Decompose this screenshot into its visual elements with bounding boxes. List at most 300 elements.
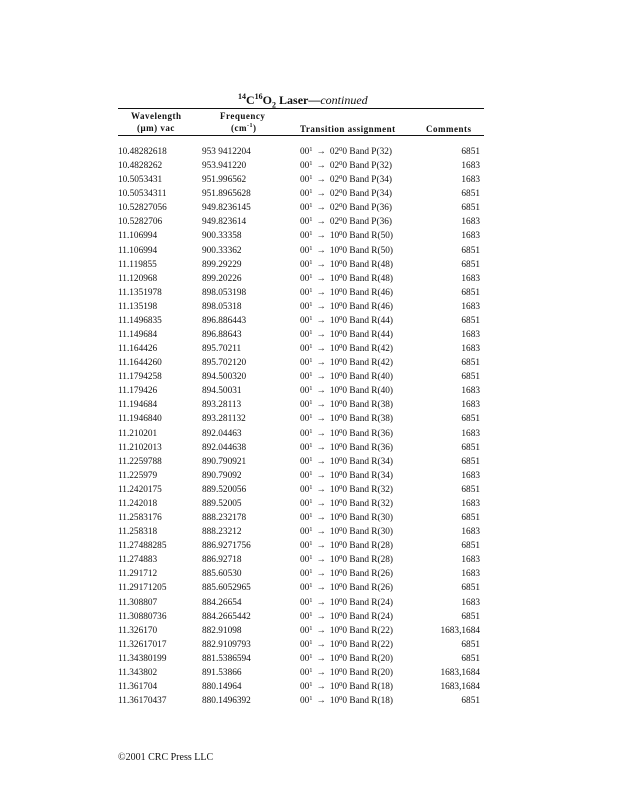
transition-base: 00 <box>300 400 310 411</box>
transition-mid: 10 <box>329 639 340 650</box>
transition-mid: 10 <box>329 625 340 636</box>
transition-band: 0 Band R(22) <box>342 625 394 636</box>
transition-cell <box>300 244 393 258</box>
transition-arrow: → <box>316 301 326 312</box>
transition-band: 0 Band P(32) <box>342 161 392 172</box>
table-row <box>118 258 484 272</box>
transition-arrow: → <box>316 442 326 453</box>
transition-band: 0 Band R(28) <box>342 541 394 552</box>
table-row <box>118 666 484 680</box>
transition-arrow: → <box>316 217 326 228</box>
wavelength-cell: 11.2259788 <box>118 456 162 467</box>
transition-lower-sup: 1 <box>309 230 313 238</box>
comments-cell: 6851 <box>461 653 480 664</box>
table-row <box>118 680 484 694</box>
transition-arrow: → <box>316 498 326 509</box>
frequency-cell: 953.941220 <box>202 161 247 172</box>
frequency-cell: 886.92718 <box>202 555 242 566</box>
transition-base: 00 <box>300 555 310 566</box>
title-continued: continued <box>320 93 368 107</box>
transition-upper-sup: 0 <box>339 230 343 238</box>
wavelength-cell: 11.106994 <box>118 245 158 256</box>
transition-mid: 02 <box>329 147 340 157</box>
transition-upper-sup: 0 <box>339 427 343 435</box>
transition-cell <box>300 567 393 581</box>
transition-base: 00 <box>300 203 310 214</box>
transition-band: 0 Band R(40) <box>342 386 394 397</box>
transition-cell <box>300 694 393 708</box>
frequency-cell: 885.60530 <box>202 569 242 580</box>
transition-cell <box>300 272 393 286</box>
transition-lower-sup: 1 <box>309 695 313 703</box>
frequency-cell: 891.53866 <box>202 667 242 678</box>
frequency-cell: 880.14964 <box>202 681 242 692</box>
comments-cell: 6851 <box>461 259 480 270</box>
transition-arrow: → <box>316 287 326 298</box>
transition-upper-sup: 0 <box>339 680 343 688</box>
transition-upper-sup: 0 <box>339 526 343 534</box>
transition-lower-sup: 1 <box>309 272 313 280</box>
transition-upper-sup: 0 <box>339 371 343 379</box>
comments-cell: 1683,1684 <box>440 681 480 692</box>
table-row <box>118 455 484 469</box>
transition-lower-sup: 1 <box>309 526 313 534</box>
transition-cell <box>300 427 393 441</box>
transition-mid: 10 <box>329 372 340 383</box>
transition-mid: 10 <box>329 527 340 538</box>
comments-cell: 6851 <box>461 456 480 467</box>
transition-band: 0 Band R(46) <box>342 301 394 312</box>
comments-cell: 1683 <box>461 470 480 481</box>
frequency-cell: 894.500320 <box>202 372 247 383</box>
transition-band: 0 Band R(32) <box>342 484 394 495</box>
transition-upper-sup: 0 <box>339 413 343 421</box>
transition-band: 0 Band R(34) <box>342 470 394 481</box>
transition-base: 00 <box>300 358 310 369</box>
transition-upper-sup: 0 <box>339 512 343 520</box>
frequency-cell: 949.823614 <box>202 217 247 228</box>
transition-mid: 10 <box>329 245 340 256</box>
wavelength-cell: 11.343802 <box>118 667 158 678</box>
transition-mid: 10 <box>329 428 340 439</box>
comments-cell: 1683 <box>461 161 480 172</box>
table-row <box>118 342 484 356</box>
transition-band: 0 Band P(36) <box>342 203 392 214</box>
transition-band: 0 Band R(20) <box>342 653 394 664</box>
transition-cell <box>300 624 393 638</box>
wavelength-cell: 11.2420175 <box>118 484 162 495</box>
transition-lower-sup: 1 <box>309 666 313 674</box>
transition-mid: 10 <box>329 358 340 369</box>
transition-band: 0 Band R(36) <box>342 442 394 453</box>
comments-cell: 1683 <box>461 330 480 341</box>
frequency-cell: 889.520056 <box>202 484 247 495</box>
table-row <box>118 356 484 370</box>
wavelength-cell: 11.135198 <box>118 301 158 312</box>
title-dash: — <box>308 93 321 107</box>
transition-arrow: → <box>316 203 326 214</box>
transition-cell <box>300 539 393 553</box>
transition-upper-sup: 0 <box>339 357 343 365</box>
transition-base: 00 <box>300 611 310 622</box>
transition-base: 00 <box>300 245 310 256</box>
transition-base: 00 <box>300 484 310 495</box>
transition-lower-sup: 1 <box>309 554 313 562</box>
transition-lower-sup: 1 <box>309 160 313 168</box>
transition-mid: 10 <box>329 231 340 242</box>
transition-cell <box>300 666 393 680</box>
transition-band: 0 Band R(40) <box>342 372 394 383</box>
transition-upper-sup: 0 <box>339 300 343 308</box>
wavelength-cell: 11.210201 <box>118 428 158 439</box>
table-row <box>118 229 484 243</box>
wavelength-cell: 10.5282706 <box>118 217 163 228</box>
transition-mid: 10 <box>329 583 340 594</box>
wavelength-cell: 10.52827056 <box>118 203 167 214</box>
transition-upper-sup: 0 <box>339 441 343 449</box>
transition-cell <box>300 483 393 497</box>
transition-base: 00 <box>300 625 310 636</box>
transition-cell <box>300 610 393 624</box>
transition-base: 00 <box>300 513 310 524</box>
comments-cell: 1683 <box>461 301 480 312</box>
wavelength-cell: 11.149684 <box>118 330 158 341</box>
transition-upper-sup: 0 <box>339 483 343 491</box>
transition-band: 0 Band P(34) <box>342 189 392 200</box>
comments-cell: 1683 <box>461 386 480 397</box>
frequency-cell: 951.8965628 <box>202 189 251 200</box>
transition-arrow: → <box>316 175 326 186</box>
table-row <box>118 201 484 215</box>
transition-mid: 10 <box>329 273 340 284</box>
transition-mid: 02 <box>329 189 340 200</box>
transition-band: 0 Band R(32) <box>342 498 394 509</box>
transition-mid: 02 <box>329 217 340 228</box>
table-row <box>118 525 484 539</box>
table-row <box>118 159 484 173</box>
transition-upper-sup: 0 <box>339 568 343 576</box>
transition-mid: 10 <box>329 442 340 453</box>
wavelength-cell: 10.50534311 <box>118 189 167 200</box>
frequency-cell: 880.1496392 <box>202 696 251 707</box>
transition-lower-sup: 1 <box>309 385 313 393</box>
transition-upper-sup: 0 <box>339 582 343 590</box>
transition-base: 00 <box>300 386 310 397</box>
frequency-cell: 888.232178 <box>202 513 247 524</box>
transition-lower-sup: 1 <box>309 329 313 337</box>
comments-cell: 1683 <box>461 555 480 566</box>
frequency-cell: 949.8236145 <box>202 203 251 214</box>
wavelength-cell: 11.326170 <box>118 625 158 636</box>
comments-cell: 6851 <box>461 541 480 552</box>
table-row <box>118 441 484 455</box>
transition-upper-sup: 0 <box>339 329 343 337</box>
header-comments: Comments <box>426 124 472 134</box>
transition-base: 00 <box>300 414 310 425</box>
transition-mid: 02 <box>329 175 340 186</box>
transition-arrow: → <box>316 569 326 580</box>
transition-mid: 10 <box>329 344 340 355</box>
transition-arrow: → <box>316 470 326 481</box>
transition-arrow: → <box>316 555 326 566</box>
frequency-cell: 896.886443 <box>202 315 247 326</box>
table-row <box>118 581 484 595</box>
table-row <box>118 145 484 159</box>
transition-band: 0 Band R(38) <box>342 400 394 411</box>
transition-base: 00 <box>300 498 310 509</box>
wavelength-cell: 11.164426 <box>118 344 158 355</box>
transition-base: 00 <box>300 231 310 242</box>
transition-mid: 10 <box>329 414 340 425</box>
transition-cell <box>300 173 392 187</box>
frequency-cell: 890.79092 <box>202 470 242 481</box>
transition-upper-sup: 0 <box>339 202 343 210</box>
transition-mid: 10 <box>329 386 340 397</box>
transition-band: 0 Band R(30) <box>342 513 394 524</box>
transition-mid: 10 <box>329 541 340 552</box>
transition-cell <box>300 652 393 666</box>
transition-lower-sup: 1 <box>309 357 313 365</box>
transition-mid: 10 <box>329 681 340 692</box>
transition-lower-sup: 1 <box>309 413 313 421</box>
table-row <box>118 427 484 441</box>
transition-upper-sup: 0 <box>339 258 343 266</box>
wavelength-cell: 11.27488285 <box>118 541 167 552</box>
comments-cell: 1683 <box>461 569 480 580</box>
transition-base: 00 <box>300 527 310 538</box>
transition-mid: 10 <box>329 569 340 580</box>
transition-arrow: → <box>316 541 326 552</box>
transition-lower-sup: 1 <box>309 441 313 449</box>
transition-arrow: → <box>316 189 326 200</box>
comments-cell: 1683 <box>461 273 480 284</box>
frequency-cell: 898.05318 <box>202 301 242 312</box>
transition-mid: 10 <box>329 259 340 270</box>
table-row <box>118 300 484 314</box>
transition-cell <box>300 314 393 328</box>
table-row <box>118 511 484 525</box>
comments-cell: 1683 <box>461 597 480 608</box>
title-count: 2 <box>272 100 277 110</box>
wavelength-cell: 11.194684 <box>118 400 158 411</box>
transition-lower-sup: 1 <box>309 652 313 660</box>
transition-lower-sup: 1 <box>309 638 313 646</box>
transition-upper-sup: 0 <box>339 497 343 505</box>
transition-upper-sup: 0 <box>339 216 343 224</box>
transition-upper-sup: 0 <box>339 540 343 548</box>
transition-upper-sup: 0 <box>339 455 343 463</box>
transition-upper-sup: 0 <box>339 638 343 646</box>
transition-upper-sup: 0 <box>339 666 343 674</box>
transition-base: 00 <box>300 442 310 453</box>
frequency-cell: 882.9109793 <box>202 639 251 650</box>
transition-mid: 10 <box>329 315 340 326</box>
copyright-footer: ©2001 CRC Press LLC <box>118 752 214 763</box>
transition-band: 0 Band R(20) <box>342 667 394 678</box>
transition-base: 00 <box>300 372 310 383</box>
transition-lower-sup: 1 <box>309 455 313 463</box>
table-row <box>118 272 484 286</box>
wavelength-cell: 11.1946840 <box>118 414 162 425</box>
transition-band: 0 Band R(50) <box>342 231 394 242</box>
transition-upper-sup: 0 <box>339 624 343 632</box>
frequency-cell: 900.33358 <box>202 231 242 242</box>
comments-cell: 1683 <box>461 428 480 439</box>
transition-band: 0 Band R(22) <box>342 639 394 650</box>
transition-cell <box>300 680 393 694</box>
table-row <box>118 187 484 201</box>
transition-cell <box>300 187 392 201</box>
comments-cell: 6851 <box>461 442 480 453</box>
header-wavelength-line2: (μm) vac <box>137 123 175 133</box>
transition-band: 0 Band R(42) <box>342 358 394 369</box>
transition-cell <box>300 229 393 243</box>
frequency-cell: 896.88643 <box>202 330 242 341</box>
transition-band: 0 Band R(26) <box>342 583 394 594</box>
transition-mid: 10 <box>329 555 340 566</box>
transition-cell <box>300 581 393 595</box>
transition-upper-sup: 0 <box>339 399 343 407</box>
transition-base: 00 <box>300 653 310 664</box>
table-row <box>118 652 484 666</box>
comments-cell: 1683 <box>461 527 480 538</box>
table-row <box>118 539 484 553</box>
title-laser: Laser <box>276 93 309 107</box>
comments-cell: 6851 <box>461 358 480 369</box>
transition-arrow: → <box>316 161 326 172</box>
header-wavelength-line1: Wavelength <box>131 111 182 121</box>
table-row <box>118 328 484 342</box>
transition-arrow: → <box>316 259 326 270</box>
wavelength-cell: 11.120968 <box>118 273 158 284</box>
transition-arrow: → <box>316 315 326 326</box>
transition-base: 00 <box>300 330 310 341</box>
transition-arrow: → <box>316 372 326 383</box>
transition-arrow: → <box>316 245 326 256</box>
transition-base: 00 <box>300 597 310 608</box>
transition-cell <box>300 159 392 173</box>
table-row <box>118 624 484 638</box>
table-row <box>118 215 484 229</box>
transition-band: 0 Band R(46) <box>342 287 394 298</box>
comments-cell: 6851 <box>461 203 480 214</box>
transition-upper-sup: 0 <box>339 272 343 280</box>
wavelength-cell: 11.225979 <box>118 470 158 481</box>
transition-band: 0 Band R(42) <box>342 344 394 355</box>
transition-lower-sup: 1 <box>309 512 313 520</box>
transition-cell <box>300 145 392 159</box>
header-frequency-close: ) <box>253 123 257 133</box>
header-frequency-line1: Frequency <box>220 111 266 121</box>
frequency-cell: 899.29229 <box>202 259 242 270</box>
transition-band: 0 Band R(50) <box>342 245 394 256</box>
transition-lower-sup: 1 <box>309 427 313 435</box>
wavelength-cell: 11.2583176 <box>118 513 162 524</box>
transition-upper-sup: 0 <box>339 160 343 168</box>
transition-base: 00 <box>300 175 310 186</box>
transition-arrow: → <box>316 696 326 707</box>
wavelength-cell: 11.258318 <box>118 527 158 538</box>
wavelength-cell: 10.48282618 <box>118 147 167 157</box>
transition-band: 0 Band R(44) <box>342 315 394 326</box>
transition-base: 00 <box>300 301 310 312</box>
transition-band: 0 Band R(24) <box>342 597 394 608</box>
transition-cell <box>300 215 392 229</box>
comments-cell: 6851 <box>461 189 480 200</box>
transition-arrow: → <box>316 484 326 495</box>
transition-arrow: → <box>316 667 326 678</box>
comments-cell: 6851 <box>461 639 480 650</box>
frequency-cell: 893.28113 <box>202 400 242 411</box>
transition-upper-sup: 0 <box>339 146 343 153</box>
transition-arrow: → <box>316 597 326 608</box>
transition-upper-sup: 0 <box>339 554 343 562</box>
frequency-cell: 951.996562 <box>202 175 247 186</box>
wavelength-cell: 10.4828262 <box>118 161 163 172</box>
transition-arrow: → <box>316 231 326 242</box>
transition-mid: 10 <box>329 696 340 707</box>
transition-mid: 10 <box>329 287 340 298</box>
frequency-cell: 899.20226 <box>202 273 242 284</box>
wavelength-cell: 11.1496835 <box>118 315 162 326</box>
transition-arrow: → <box>316 358 326 369</box>
transition-band: 0 Band P(34) <box>342 175 392 186</box>
data-table <box>118 145 484 708</box>
transition-mid: 10 <box>329 667 340 678</box>
transition-cell <box>300 638 393 652</box>
header-frequency-exponent: -1 <box>247 123 253 129</box>
wavelength-cell: 11.1644260 <box>118 358 162 369</box>
comments-cell: 1683 <box>461 175 480 186</box>
table-row <box>118 412 484 426</box>
comments-cell: 6851 <box>461 611 480 622</box>
transition-upper-sup: 0 <box>339 610 343 618</box>
transition-band: 0 Band R(28) <box>342 555 394 566</box>
wavelength-cell: 11.308807 <box>118 597 158 608</box>
transition-base: 00 <box>300 667 310 678</box>
transition-lower-sup: 1 <box>309 343 313 351</box>
wavelength-cell: 11.2102013 <box>118 442 162 453</box>
frequency-cell: 882.91098 <box>202 625 242 636</box>
transition-cell <box>300 455 393 469</box>
transition-upper-sup: 0 <box>339 385 343 393</box>
transition-lower-sup: 1 <box>309 610 313 618</box>
wavelength-cell: 11.274883 <box>118 555 158 566</box>
frequency-cell: 884.26654 <box>202 597 242 608</box>
transition-lower-sup: 1 <box>309 596 313 604</box>
transition-base: 00 <box>300 287 310 298</box>
transition-base: 00 <box>300 541 310 552</box>
transition-lower-sup: 1 <box>309 202 313 210</box>
transition-cell <box>300 497 393 511</box>
transition-cell <box>300 201 392 215</box>
title-element-1: C <box>246 93 255 107</box>
transition-base: 00 <box>300 428 310 439</box>
wavelength-cell: 11.36170437 <box>118 696 167 707</box>
comments-cell: 6851 <box>461 287 480 298</box>
comments-cell: 6851 <box>461 414 480 425</box>
transition-base: 00 <box>300 259 310 270</box>
wavelength-cell: 11.179426 <box>118 386 158 397</box>
transition-arrow: → <box>316 513 326 524</box>
transition-upper-sup: 0 <box>339 469 343 477</box>
frequency-cell: 892.044638 <box>202 442 247 453</box>
frequency-cell: 895.702120 <box>202 358 247 369</box>
transition-cell <box>300 525 393 539</box>
transition-band: 0 Band R(36) <box>342 428 394 439</box>
transition-lower-sup: 1 <box>309 300 313 308</box>
transition-lower-sup: 1 <box>309 244 313 252</box>
